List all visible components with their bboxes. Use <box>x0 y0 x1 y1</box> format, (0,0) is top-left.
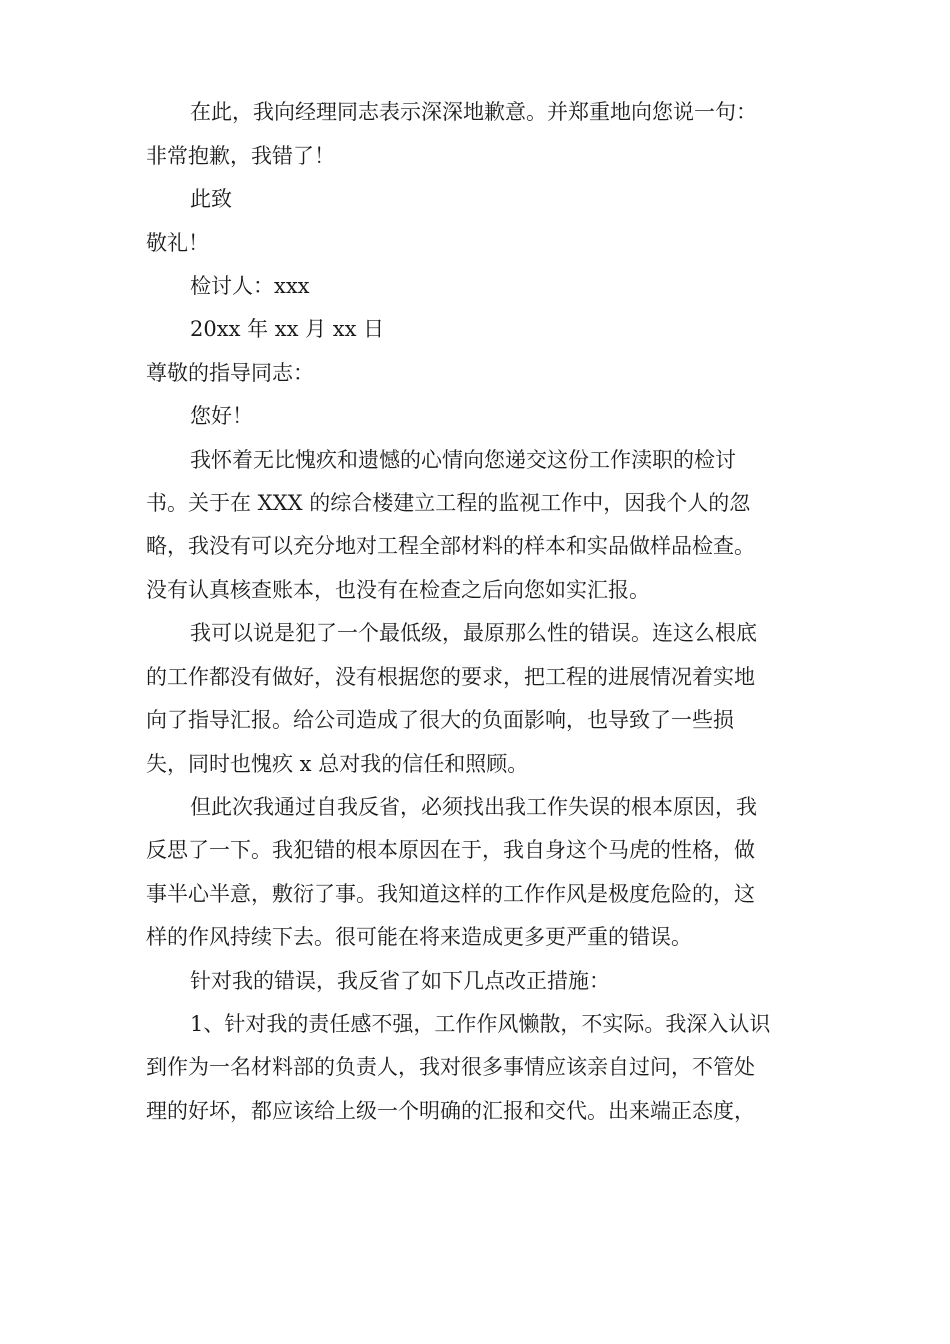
greeting-line: 您好！ <box>190 404 253 428</box>
text-line: 事半心半意，敷衍了事。我知道这样的工作作风是极度危险的，这 <box>146 882 755 906</box>
date-line: 20xx 年 xx 月 xx 日 <box>190 317 385 341</box>
text-line: 书。关于在 XXX 的综合楼建立工程的监视工作中，因我个人的忽 <box>146 491 751 515</box>
text-line: 略，我没有可以充分地对工程全部材料的样本和实品做样品检查。 <box>146 534 755 558</box>
text-line: 样的作风持续下去。很可能在将来造成更多更严重的错误。 <box>146 925 692 949</box>
text-line: 非常抱歉，我错了！ <box>146 144 335 168</box>
text-line: 针对我的错误，我反省了如下几点改正措施： <box>190 969 610 993</box>
text-line: 反思了一下。我犯错的根本原因在于，我自身这个马虎的性格，做 <box>146 838 755 862</box>
text-line: 没有认真核查账本，也没有在检查之后向您如实汇报。 <box>146 578 650 602</box>
text-line: 1、针对我的责任感不强，工作作风懒散，不实际。我深入认识 <box>190 1012 771 1036</box>
text-line: 此致 <box>190 187 232 211</box>
text-line: 我可以说是犯了一个最低级，最原那么性的错误。连这么根底 <box>190 621 757 645</box>
text-line: 在此，我向经理同志表示深深地歉意。并郑重地向您说一句： <box>190 100 757 124</box>
text-line: 向了指导汇报。给公司造成了很大的负面影响，也导致了一些损 <box>146 708 734 732</box>
text-line: 的工作都没有做好，没有根据您的要求，把工程的进展情况着实地 <box>146 665 755 689</box>
text-line: 理的好坏，都应该给上级一个明确的汇报和交代。出来端正态度， <box>146 1099 755 1123</box>
text-line: 我怀着无比愧疚和遗憾的心情向您递交这份工作渎职的检讨 <box>190 448 736 472</box>
text-line: 但此次我通过自我反省，必须找出我工作失误的根本原因，我 <box>190 795 757 819</box>
salutation-line: 尊敬的指导同志： <box>146 361 314 385</box>
text-line: 到作为一名材料部的负责人，我对很多事情应该亲自过问，不管处 <box>146 1055 755 1079</box>
text-line: 敬礼！ <box>146 231 209 255</box>
signature-line: 检讨人：xxx <box>190 274 310 298</box>
text-line: 失，同时也愧疚 x 总对我的信任和照顾。 <box>146 752 529 776</box>
